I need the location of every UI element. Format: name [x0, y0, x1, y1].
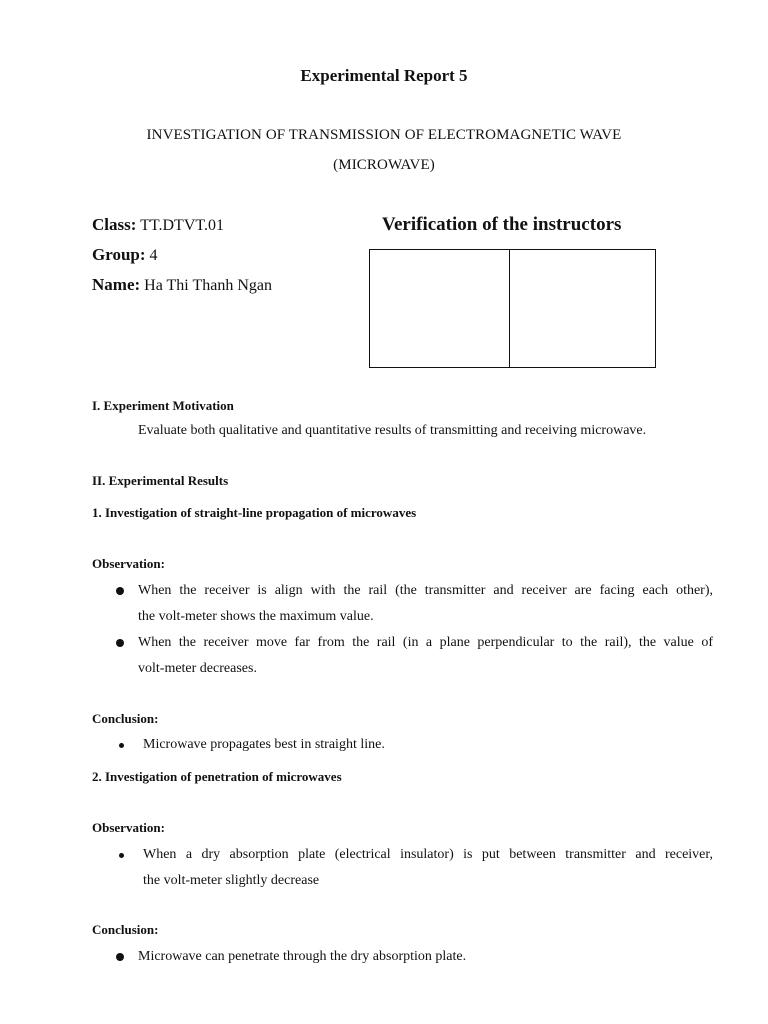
report-subtitle-line1: INVESTIGATION OF TRANSMISSION OF ELECTROMAGNETIC WAVE	[146, 127, 622, 143]
section-motivation-heading: I. Experiment Motivation	[92, 398, 234, 413]
verification-cell-left	[370, 250, 510, 367]
bullet-icon	[116, 953, 124, 961]
bullet-icon	[116, 587, 124, 595]
part1-obs2-line1: When the receiver move far from the rail (in a plane perpendicular to the rail), the value of	[138, 635, 713, 650]
part1-observation-label: Observation:	[92, 556, 165, 571]
part1-heading: 1. Investigation of straight-line propagation of microwaves	[92, 505, 417, 520]
part2-obs1-line1: When a dry absorption plate (electrical insulator) is put between transmitter and receiver,	[143, 847, 713, 862]
report-title: Experimental Report 5	[300, 66, 468, 85]
part2-conclusion-text: Microwave can penetrate through the dry absorption plate.	[138, 949, 467, 964]
part1-obs2-line2: volt-meter decreases.	[138, 661, 257, 676]
group-label: Group:	[92, 245, 146, 264]
name-value: Ha Thi Thanh Ngan	[144, 277, 272, 294]
part2-conclusion-label: Conclusion:	[92, 922, 159, 937]
report-subtitle-line2: (MICROWAVE)	[333, 157, 435, 173]
part2-observation-label: Observation:	[92, 820, 165, 835]
motivation-text: Evaluate both qualitative and quantitative results of transmitting and receiving microwave.	[138, 423, 647, 438]
bullet-icon	[119, 743, 124, 748]
verification-box	[369, 249, 656, 368]
part1-conclusion-text: Microwave propagates best in straight line.	[143, 737, 385, 752]
class-value: TT.DTVT.01	[140, 217, 224, 234]
bullet-icon	[119, 853, 124, 858]
group-value: 4	[149, 247, 158, 264]
name-info	[92, 275, 272, 295]
bullet-icon	[116, 639, 124, 647]
part1-conclusion-label: Conclusion:	[92, 711, 159, 726]
verification-cell-right	[510, 250, 655, 367]
name-label: Name:	[92, 275, 141, 294]
part2-obs1-line2: the volt-meter slightly decrease	[143, 873, 320, 888]
verification-title: Verification of the instructors	[382, 214, 622, 235]
part1-obs1-line2: the volt-meter shows the maximum value.	[138, 609, 374, 624]
group-info	[92, 245, 158, 265]
part1-obs1-line1: When the receiver is align with the rail (the transmitter and receiver are facing each other),	[138, 583, 713, 598]
class-info	[92, 215, 224, 235]
part2-heading: 2. Investigation of penetration of microwaves	[92, 769, 342, 784]
class-label: Class:	[92, 215, 137, 234]
section-results-heading: II. Experimental Results	[92, 473, 229, 488]
